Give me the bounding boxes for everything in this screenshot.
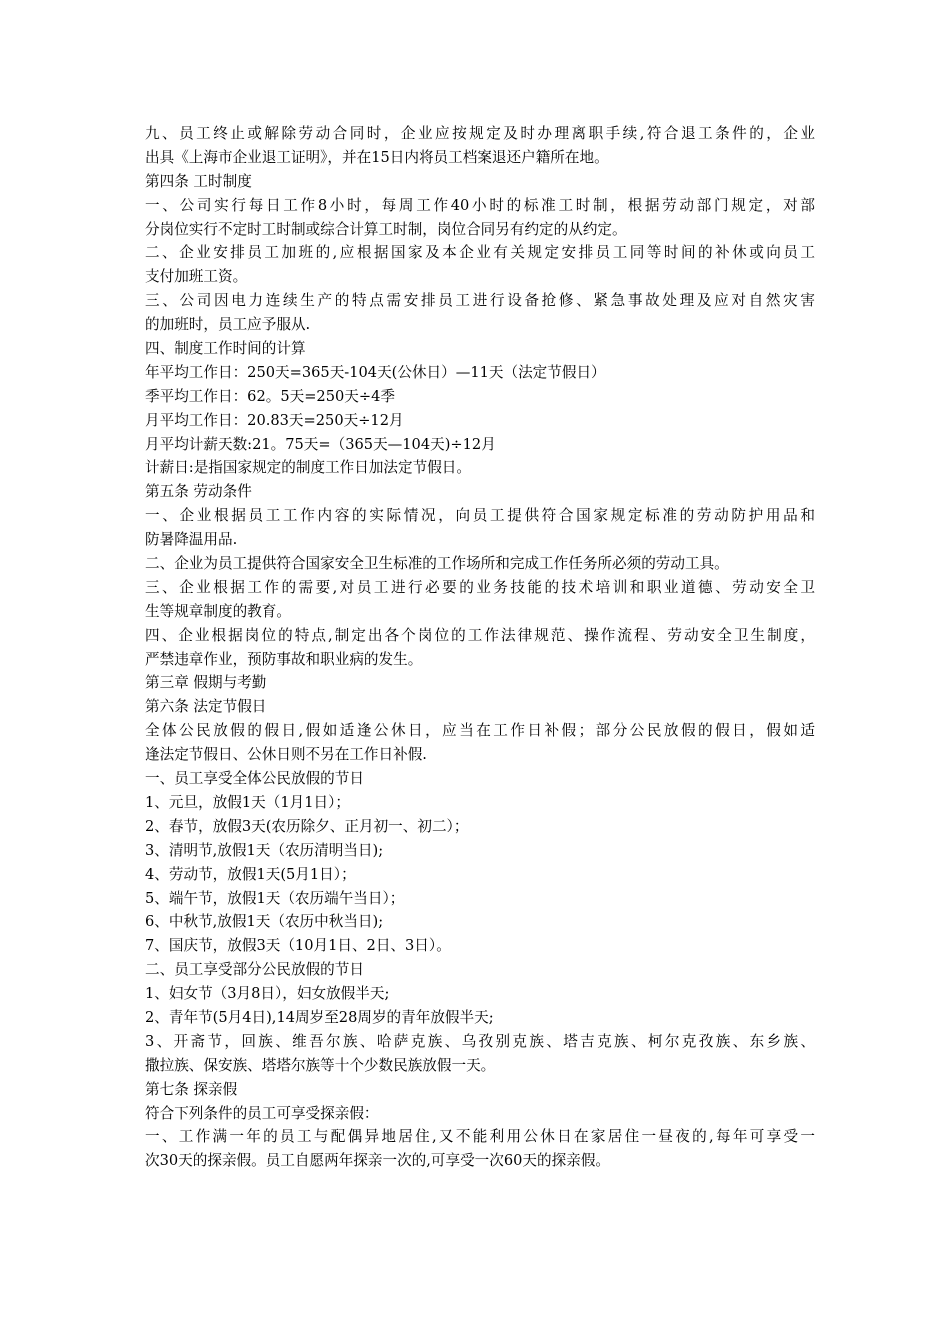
- text-line: 生等规章制度的教育。: [145, 602, 291, 620]
- text-line: 全体公民放假的假日,假如适逢公休日，应当在工作日补假；部分公民放假的假日，假如适: [145, 722, 815, 740]
- text-line: 符合下列条件的员工可享受探亲假：: [145, 1104, 379, 1122]
- text-line: 季平均工作日：62。5天=250天÷4季: [145, 387, 395, 405]
- text-line: 防暑降温用品.: [145, 531, 238, 549]
- text-line: 一、工作满一年的员工与配偶异地居住,又不能利用公休日在家居住一昼夜的,每年可享受一: [145, 1128, 815, 1146]
- text-line: 5、端午节，放假1天（农历端午当日）；: [145, 889, 405, 907]
- text-line: 2、春节，放假3天(农历除夕、正月初一、初二）；: [145, 817, 469, 835]
- text-line: 三、企业根据工作的需要,对员工进行必要的业务技能的技术培训和职业道德、劳动安全卫: [145, 578, 815, 596]
- text-line: 四、制度工作时间的计算: [145, 340, 306, 358]
- text-line: 二、企业安排员工加班的,应根据国家及本企业有关规定安排员工同等时间的补休或向员工: [145, 244, 815, 262]
- text-line: 分岗位实行不定时工时制或综合计算工时制，岗位合同另有约定的从约定。: [145, 220, 627, 238]
- text-line: 月平均工作日：20.83天=250天÷12月: [145, 411, 404, 429]
- text-line: 3、开斋节，回族、维吾尔族、哈萨克族、乌孜别克族、塔吉克族、柯尔克孜族、东乡族、: [145, 1032, 815, 1050]
- text-line: 出具《上海市企业退工证明》，并在15日内将员工档案退还户籍所在地。: [145, 148, 609, 166]
- text-line: 第六条 法定节假日: [145, 698, 267, 716]
- text-line: 计薪日:是指国家规定的制度工作日加法定节假日。: [145, 459, 471, 477]
- text-line: 7、国庆节，放假3天（10月1日、2日、3日）。: [145, 937, 451, 955]
- text-line: 月平均计薪天数:21。75天=（365天—104天)÷12月: [145, 435, 496, 453]
- text-line: 3、清明节,放假1天（农历清明当日);: [145, 841, 384, 859]
- text-line: 第七条 探亲假: [145, 1080, 238, 1098]
- text-line: 年平均工作日：250天=365天-104天(公休日）—11天（法定节假日）: [145, 363, 606, 381]
- text-line: 严禁违章作业，预防事故和职业病的发生。: [145, 650, 423, 668]
- text-line: 的加班时，员工应予服从.: [145, 316, 311, 334]
- text-line: 逢法定节假日、公休日则不另在工作日补假.: [145, 746, 427, 764]
- text-line: 2、青年节(5月4日),14周岁至28周岁的青年放假半天;: [145, 1008, 494, 1026]
- text-line: 第三章 假期与考勤: [145, 674, 267, 692]
- text-line: 二、员工享受部分公民放假的节日: [145, 961, 364, 979]
- text-line: 撒拉族、保安族、塔塔尔族等十个少数民族放假一天。: [145, 1056, 496, 1074]
- text-line: 第五条 劳动条件: [145, 483, 252, 501]
- text-line: 6、中秋节,放假1天（农历中秋当日);: [145, 913, 384, 931]
- text-line: 支付加班工资。: [145, 268, 248, 286]
- text-line: 一、员工享受全体公民放假的节日: [145, 770, 364, 788]
- text-line: 三、公司因电力连续生产的特点需安排员工进行设备抢修、紧急事故处理及应对自然灾害: [145, 292, 815, 310]
- text-line: 四、企业根据岗位的特点,制定出各个岗位的工作法律规范、操作流程、劳动安全卫生制度，: [145, 626, 815, 644]
- text-line: 1、妇女节（3月8日），妇女放假半天;: [145, 985, 390, 1003]
- document-body: [145, 122, 815, 1173]
- text-line: 一、公司实行每日工作8小时，每周工作40小时的标准工时制，根据劳动部门规定，对部: [145, 196, 815, 214]
- text-line: 4、劳动节，放假1天(5月1日）；: [145, 865, 356, 883]
- text-line: 一、企业根据员工工作内容的实际情况，向员工提供符合国家规定标准的劳动防护用品和: [145, 507, 815, 525]
- text-line: 二、企业为员工提供符合国家安全卫生标准的工作场所和完成工作任务所必须的劳动工具。: [145, 555, 729, 573]
- text-line: 1、元旦，放假1天（1月1日）；: [145, 793, 350, 811]
- text-line: 九、员工终止或解除劳动合同时，企业应按规定及时办理离职手续,符合退工条件的，企业: [145, 125, 815, 142]
- text-line: 次30天的探亲假。员工自愿两年探亲一次的,可享受一次60天的探亲假。: [145, 1152, 611, 1170]
- text-line: 第四条 工时制度: [145, 172, 252, 190]
